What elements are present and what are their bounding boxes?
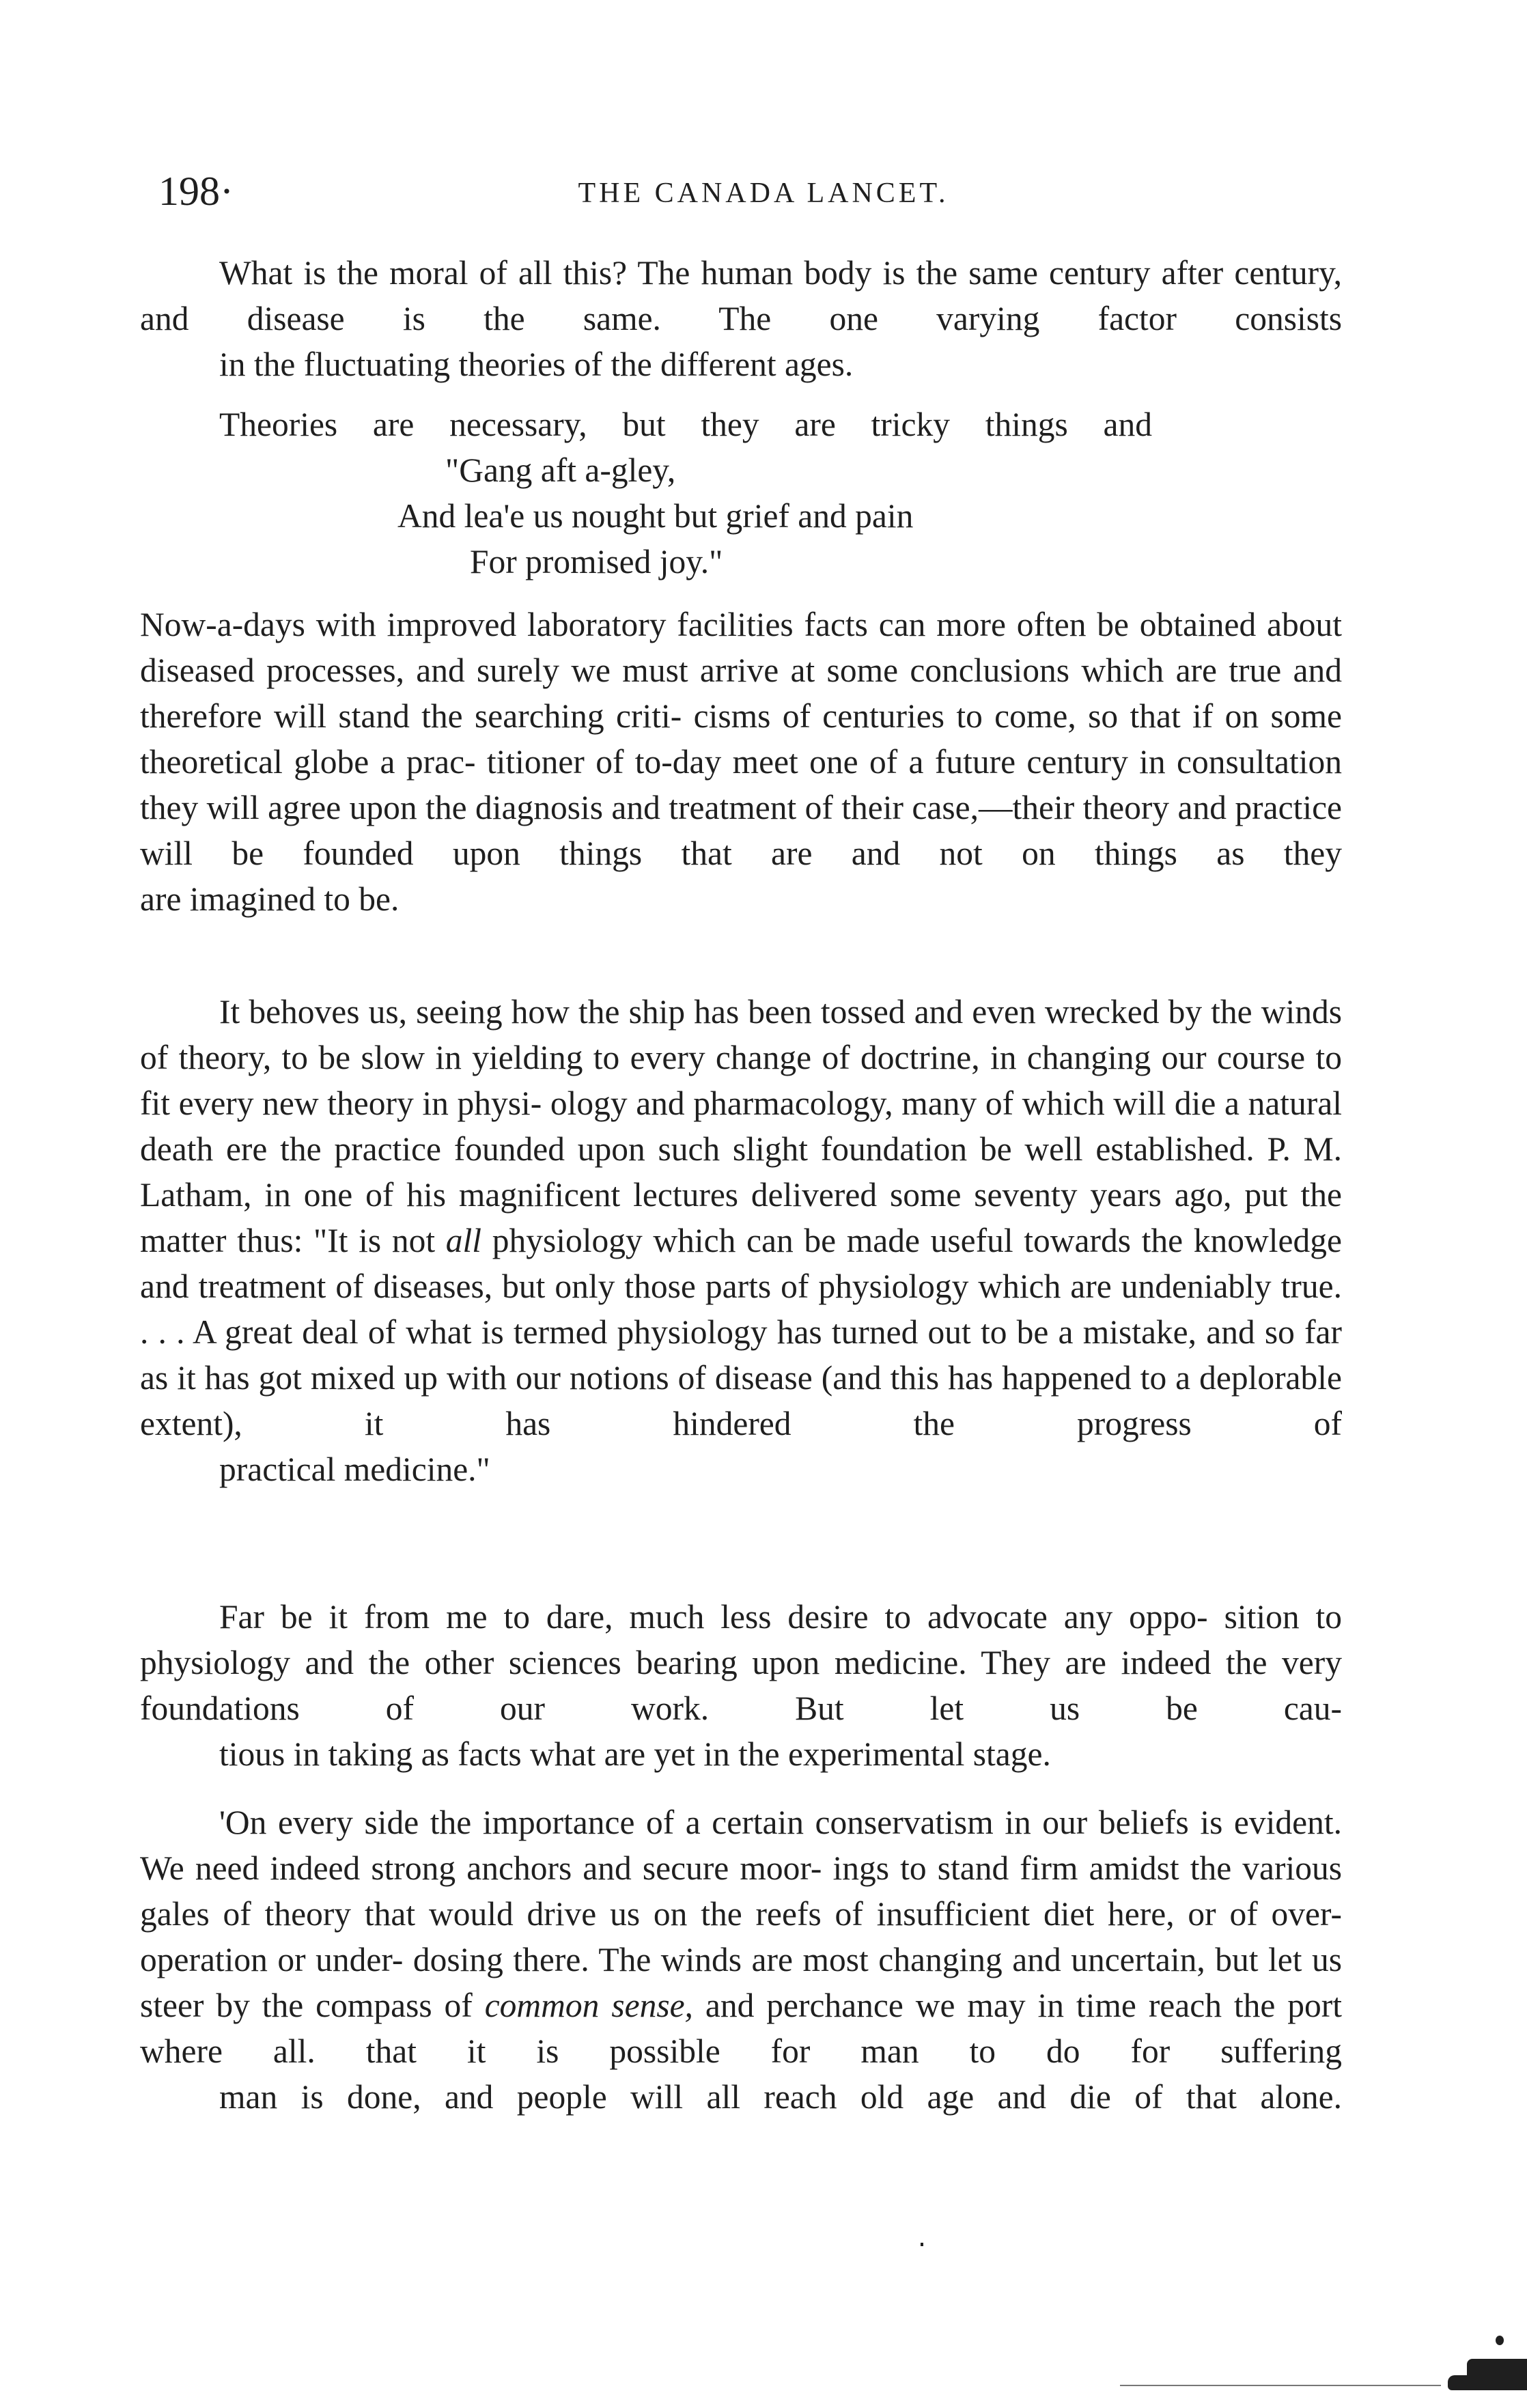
text-line: ings to stand firm amidst the various gales of theory that would drive bbox=[140, 1849, 1343, 1933]
text-line: only those parts of physiology which are undeniably true. . . . A bbox=[140, 1268, 1343, 1351]
text-line: in the fluctuating theories of the different ages. bbox=[219, 346, 854, 383]
text-line: dosing there. The winds are most changing and uncertain, but let us bbox=[412, 1941, 1342, 1978]
scan-mark bbox=[1496, 2336, 1504, 2345]
text-line: beliefs is evident. We need indeed strong anchors and secure moor- bbox=[140, 1804, 1343, 1887]
text-line: great deal of what is termed physiology has turned out to be a mistake, bbox=[225, 1313, 1197, 1351]
text-line: man is done, and people will all reach old age and die of that alone. bbox=[219, 2078, 1342, 2116]
scan-mark bbox=[921, 2243, 923, 2246]
verse-lead-line: Theories are necessary, but they are tricky things and bbox=[219, 406, 1152, 443]
text-line: practical medicine." bbox=[219, 1451, 490, 1488]
text-line: P. M. Latham, in one of his magnificent lectures delivered some seventy bbox=[140, 1130, 1343, 1214]
text-line: 'On every side the importance of a certain conservatism in our bbox=[219, 1804, 1088, 1841]
text-line: tious in taking as facts what are yet in the experimental stage. bbox=[219, 1735, 1051, 1773]
text-line: cisms of centuries to come, so that if on some theoretical globe a prac- bbox=[140, 697, 1342, 781]
text-line: be made useful towards the knowledge and treatment of diseases, but bbox=[140, 1222, 1342, 1305]
text-line: after century, and disease is the same. The one varying factor consists bbox=[140, 254, 1343, 337]
text-line: the practice founded upon such slight foundation be well established. bbox=[280, 1130, 1255, 1168]
text-line: They are indeed the very foundations of our work. But let us be cau- bbox=[140, 1644, 1342, 1727]
paragraph-1 bbox=[140, 250, 1342, 387]
text-line: ology and pharmacology, many of which will die a natural death ere bbox=[140, 1084, 1343, 1168]
text-line: wrecked by the winds of theory, to be slow in yielding to every change bbox=[140, 993, 1343, 1076]
text-line: titioner of to-day meet one of a future century in consultation they will bbox=[140, 743, 1342, 826]
text-line: What is the moral of all this? The human body is the same century bbox=[219, 254, 1151, 292]
verse-line-3: For promised joy." bbox=[470, 543, 723, 580]
paragraph-3 bbox=[140, 989, 1342, 1492]
text-line: Far be it from me to dare, much less desire to advocate any oppo- bbox=[219, 1598, 1208, 1636]
text-line: years ago, put the matter thus: "It is not all physiology which can bbox=[140, 1176, 1343, 1259]
running-head: THE CANADA LANCET. bbox=[578, 178, 949, 209]
text-line: and so far as it has got mixed up with our notions of disease (and this bbox=[140, 1313, 1343, 1397]
text-line: steer by the compass of common sense, and perchance we may in time bbox=[140, 1987, 1136, 2024]
text-line: practice will be founded upon things that are and not on things as they bbox=[140, 789, 1343, 872]
text-line: agree upon the diagnosis and treatment of their case,—their theory and bbox=[268, 789, 1227, 826]
scan-mark bbox=[1467, 2359, 1527, 2378]
text-line: Now-a-days with improved laboratory facilities facts can more often bbox=[140, 606, 1087, 643]
verse-line-2: And lea'e us nought but grief and pain bbox=[397, 497, 914, 535]
page-number: 198· bbox=[158, 169, 234, 214]
paragraph-5 bbox=[140, 1800, 1342, 2120]
emphasis: all bbox=[445, 1222, 482, 1259]
text-line: reach the port where all. that it is possible for man to do for suffering bbox=[140, 1987, 1343, 2070]
emphasis: common sense, bbox=[484, 1987, 693, 2024]
text-line: It behoves us, seeing how the ship has been tossed and even bbox=[219, 993, 1036, 1031]
verse-line-1: "Gang aft a-gley, bbox=[445, 451, 676, 489]
paragraph-2 bbox=[140, 602, 1342, 922]
text-line: be obtained about diseased processes, and surely we must arrive at some bbox=[140, 606, 1343, 689]
text-line: are imagined to be. bbox=[140, 880, 400, 918]
scan-mark bbox=[1120, 2385, 1441, 2386]
text-line: has happened to a deplorable extent), it has hindered the progress of bbox=[140, 1359, 1342, 1442]
text-line: sition to physiology and the other sciences bearing upon medicine. bbox=[140, 1598, 1343, 1681]
text-line: of doctrine, in changing our course to fit every new theory in physi- bbox=[140, 1039, 1342, 1122]
text-line: us on the reefs of insufficient diet here, or of over-operation or under- bbox=[140, 1895, 1343, 1978]
paragraph-4 bbox=[140, 1594, 1342, 1777]
text-line: conclusions which are true and therefore will stand the searching criti- bbox=[140, 652, 1342, 735]
